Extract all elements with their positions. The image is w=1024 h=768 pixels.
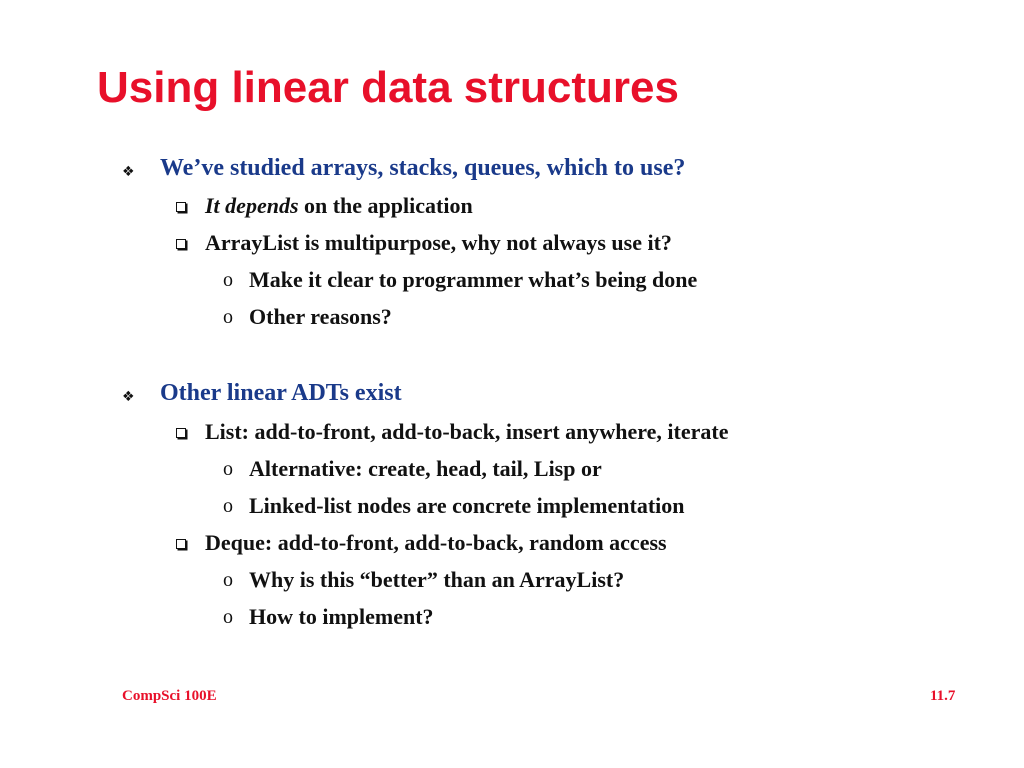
square-bullet-icon: [176, 428, 186, 438]
sub-item-2-1-1: Alternative: create, head, tail, Lisp or: [249, 456, 602, 481]
diamond-bullet-icon: ❖: [122, 389, 135, 405]
sub-item-2-1-2: Linked-list nodes are concrete implementation: [249, 493, 685, 518]
square-bullet-icon: [176, 239, 186, 249]
bullet-item-2-2: Deque: add-to-front, add-to-back, random access: [205, 530, 667, 555]
sub-item-2-2-1: Why is this “better” than an ArrayList?: [249, 567, 625, 592]
circle-bullet-icon: o: [223, 458, 233, 480]
circle-bullet-icon: o: [223, 306, 233, 328]
sub-item-2-2-2: How to implement?: [249, 604, 434, 629]
footer-course: CompSci 100E: [122, 688, 217, 704]
sub-item-1-2-2: Other reasons?: [249, 304, 392, 329]
circle-bullet-icon: o: [223, 495, 233, 517]
circle-bullet-icon: o: [223, 569, 233, 591]
bullet-item-emphasis: It depends: [205, 193, 299, 218]
bullet-item-1-2: ArrayList is multipurpose, why not always use it?: [205, 230, 672, 255]
section-heading-2: Other linear ADTs exist: [160, 380, 402, 406]
circle-bullet-icon: o: [223, 606, 233, 628]
section-heading-1: We’ve studied arrays, stacks, queues, which to use?: [160, 155, 686, 181]
circle-bullet-icon: o: [223, 269, 233, 291]
bullet-item-2-1: List: add-to-front, add-to-back, insert anywhere, iterate: [205, 419, 729, 444]
bullet-item-text: on the application: [298, 193, 473, 218]
square-bullet-icon: [176, 202, 186, 212]
diamond-bullet-icon: ❖: [122, 164, 135, 180]
sub-item-1-2-1: Make it clear to programmer what’s being done: [249, 267, 698, 292]
slide-title: Using linear data structures: [97, 63, 679, 112]
bullet-item-1-1: [205, 192, 473, 220]
square-bullet-icon: [176, 539, 186, 549]
page-number: 11.7: [930, 688, 956, 704]
